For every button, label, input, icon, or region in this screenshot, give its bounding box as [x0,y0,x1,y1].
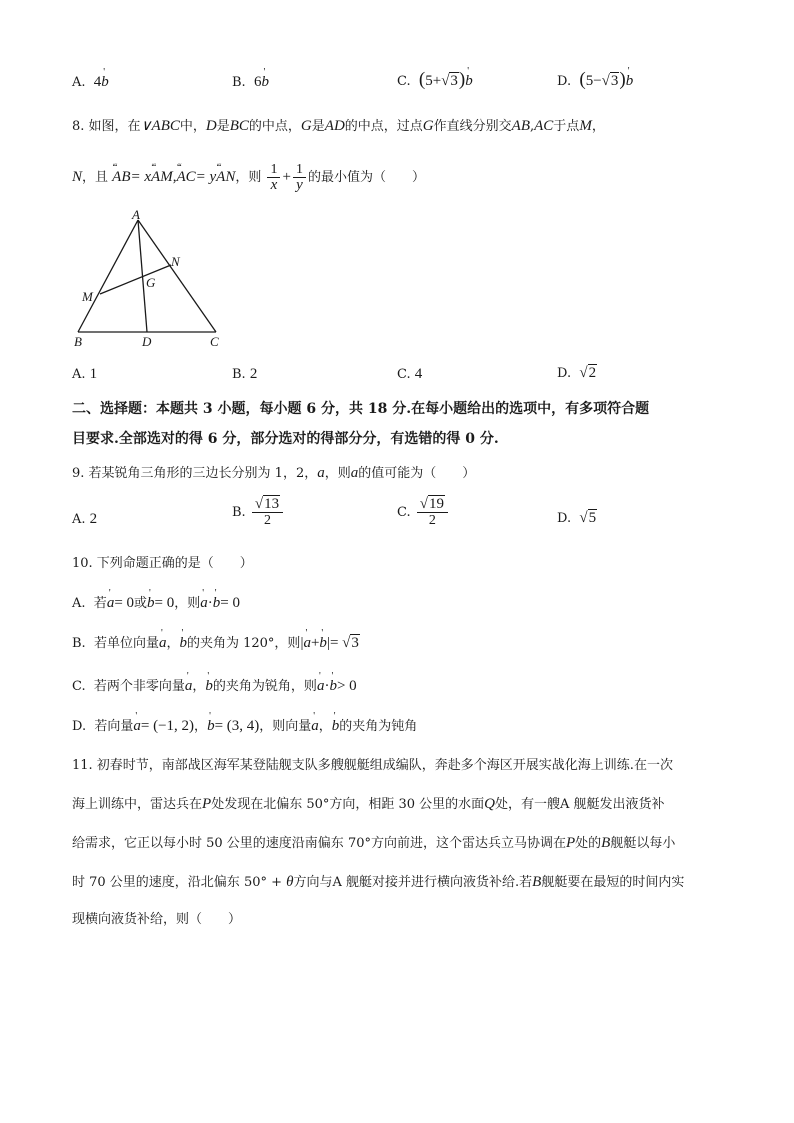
q7-option-c: C. (5+√3)' b [397,71,473,91]
q7-option-d: D. (5−√3)' b [557,71,633,91]
q11-stem-line5: 现横向液货补给，则（ ） [72,912,242,927]
q9-option-a: A. 2 [72,511,98,527]
q8-option-b: B. 2 [232,366,258,382]
label-b: B [74,334,82,349]
q9-option-c: C. $\frac{√19}{2}$ [397,497,450,528]
q10-option-d: D. 若向量' a= (−1, 2)，' b= (3, 4)，则向量' a，' b的夹角为钝角 [72,717,417,736]
q8-option-c: C. 4 [397,366,423,382]
label-m: M [82,289,93,304]
label-g: G [146,275,156,290]
section2-heading-line2: 目要求.全部选对的得 6 分，部分选对的得部分分，有选错的得 0 分. [72,431,499,447]
q11-stem-line4: 时 70 公里的速度，沿北偏东 50° + θ方向与A 舰艇对接并进行横向液货补给.若B舰艇要在最短的时间内实 [72,874,685,890]
label-c: C [210,334,219,349]
q9-option-d: D. √5 [557,510,597,526]
q11-stem-line2: 海上训练中，雷达兵在P处发现在北偏东 50°方向，相距 30 公里的水面Q处，有一艘A 舰艇发出液货补 [72,796,665,812]
q10-option-b: B. 若单位向量' a，' b的夹角为 120°，则|' a+' b|= √3 [72,634,360,653]
section2-heading-line1: 二、选择题：本题共 3 小题，每小题 6 分，共 18 分.在每小题给出的选项中，有多项符合题 [72,401,650,417]
q10-stem: 10. 下列命题正确的是（ ） [72,556,253,571]
q8-stem-line1: 8. 如图，在∨ABC中，D是BC的中点，G是AD的中点，过点G作直线分别交AB,AC于点M， [72,118,605,134]
q9-option-b: B. $\frac{√13}{2}$ [232,497,285,528]
q11-stem-line3: 给需求，它正以每小时 50 公里的速度沿南偏东 70°方向前进，这个雷达兵立马协调在P处的B舰艇以每小 [72,835,676,851]
q8-option-d: D. √2 [557,365,597,381]
q7-option-a: A. 4' b [72,73,109,92]
label-a: A [132,207,140,222]
q11-stem-line1: 11. 初春时节，南部战区海军某登陆舰支队多艘舰艇组成编队，奔赴多个海区开展实战化海上训练.在一次 [72,758,673,773]
line-mn [100,265,171,294]
q10-option-a: A. 若' a= 0或' b= 0，则' a·' b= 0 [72,594,240,613]
label-d: D [142,334,152,349]
q8-option-a: A. 1 [72,366,98,382]
triangle-figure [68,205,228,350]
q9-stem: 9. 若某锐角三角形的三边长分别为 1，2，a，则a的值可能为（ ） [72,465,476,481]
q8-stem-line2: N，且 ‘‘‘ AB= x‘‘‘ AM,‘‘‘ AC= y‘‘‘ AN，则 $\frac{1}{x}$ + $\frac{1}{y}$ 的最小值为（ ） [72,162,425,193]
side-ab [78,220,138,332]
label-n: N [171,254,180,269]
q10-option-c: C. 若两个非零向量' a，' b的夹角为锐角，则' a·' b> 0 [72,677,357,696]
q7-option-b: B. 6' b [232,73,269,92]
